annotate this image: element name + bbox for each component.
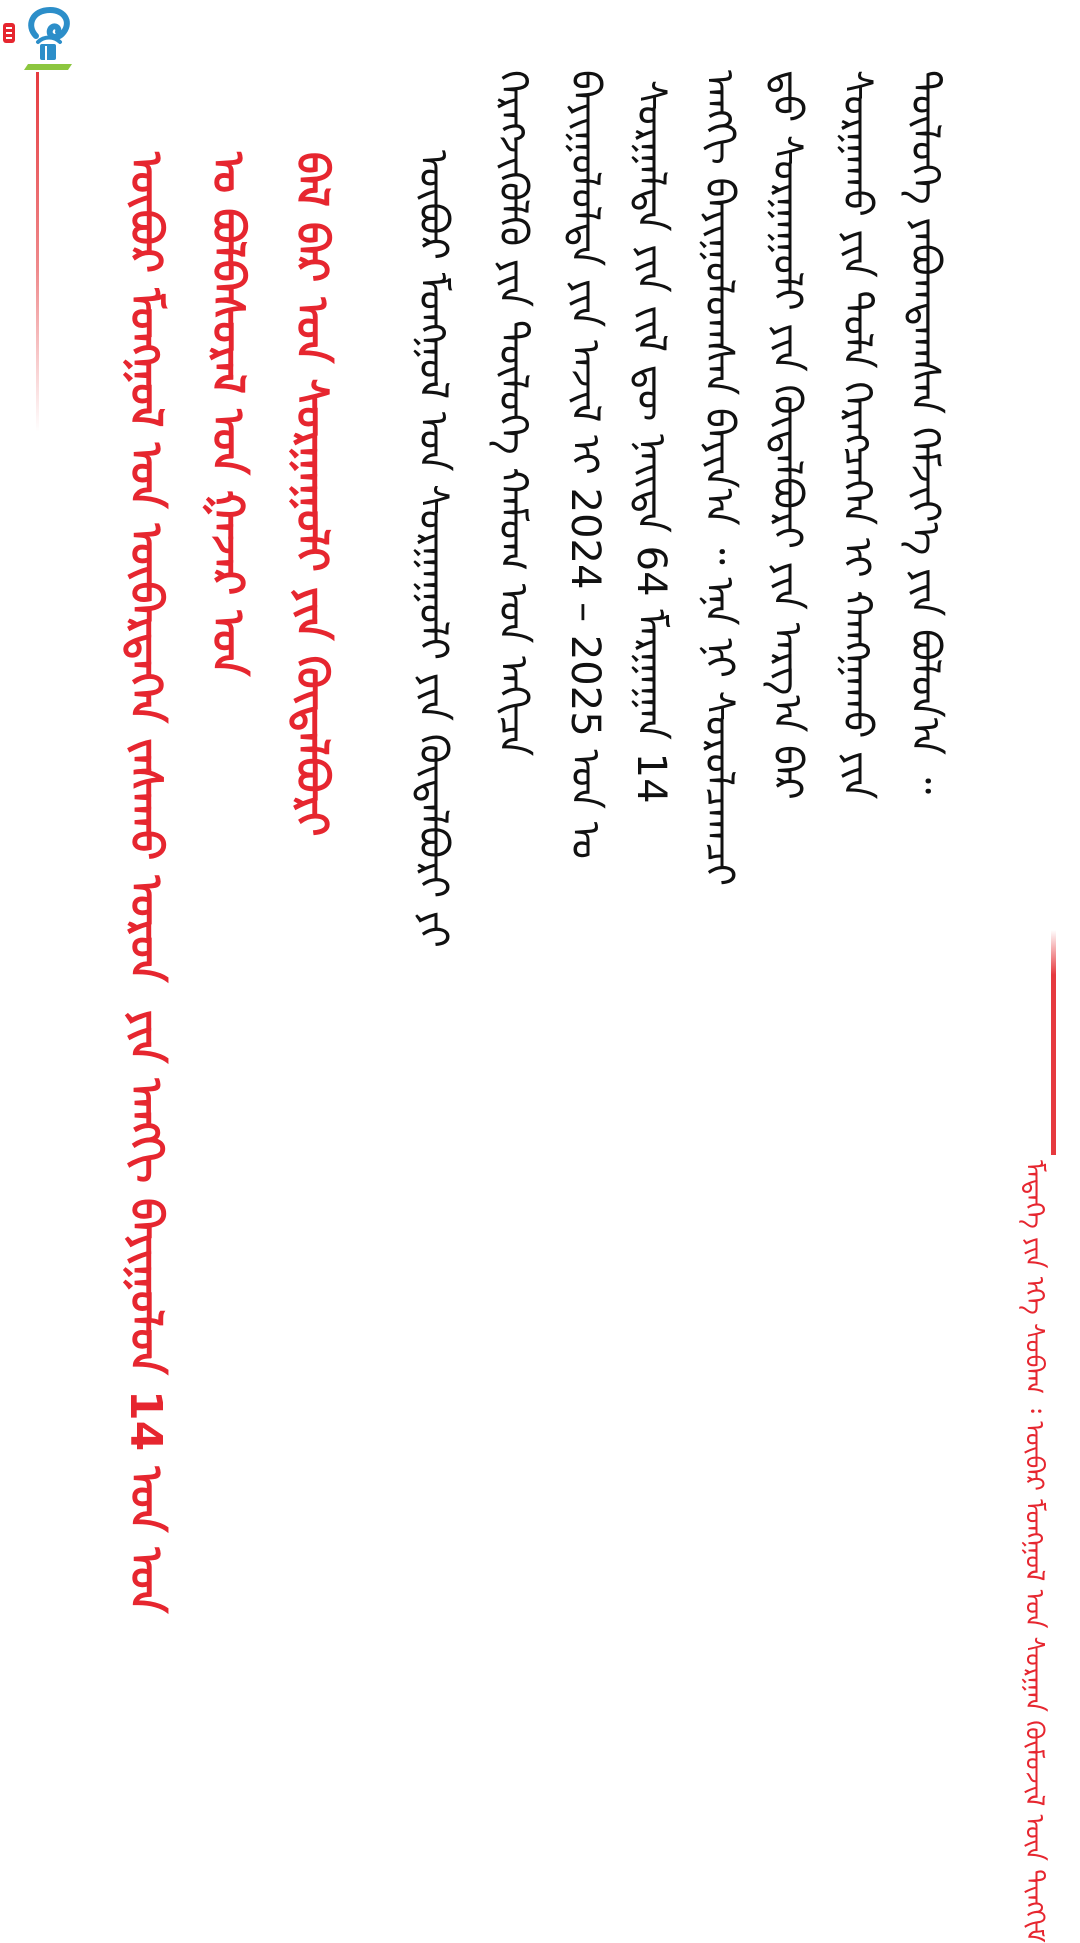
body-column-4: ᠰᠤᠷᠭᠠᠯᠲᠠ ᠶᠢᠨ ᠵᠢᠯ ᠳᠦ ᠨᠡᠢᠲᠡ 64 ᠮᠠᠷᠭᠠᠭᠠᠨ 14 (628, 80, 674, 804)
title-line-3: ᠪᠠᠯ ᠪᠠᠷ ᠤᠨ ᠰᠤᠷᠭᠠᠭᠤᠯᠢ ᠶᠢᠨ ᠬᠥᠲᠡᠯᠪᠦᠷᠢ (286, 152, 337, 837)
right-accent-rule (1051, 930, 1056, 1155)
body-column-3: ᠪᠠᠶᠢᠭᠤᠯᠤᠯᠲᠠ ᠶᠢᠨ ᠠᠵᠢᠯ ᠢ 2024 – 2025 ᠣᠨ ᠤ (562, 70, 608, 860)
body-column-8: ᠲᠥᠯᠥᠭᠡ ᠶᠠᠪᠤᠭᠳᠠᠭᠰᠠᠨ ᠬᠡᠮᠵᠢᠶ᠎ᠡ ᠶᠢᠨ ᠪᠣᠯᠤᠨ᠎ᠠ ᠃ (902, 70, 948, 795)
body-column-6: ᠳ᠋ᠤ ᠰᠤᠷᠭᠠᠭᠤᠯᠢ ᠶᠢᠨ ᠬᠥᠲᠡᠯᠪᠦᠷᠢ ᠶᠢᠨ ᠠᠷᠭ᠎ᠠ ᠪᠠᠷ (764, 70, 810, 800)
title-line-4: ᠶᠢᠨ ᠠᠩᠭᠢ ᠪᠠᠶᠢᠭᠤᠯᠤᠨ 14 ᠤᠨ ᠣᠨ (120, 1010, 171, 1614)
body-column-1: ᠦᠪᠦᠷ ᠮᠣᠩᠭᠣᠯ ᠤᠨ ᠰᠤᠷᠭᠠᠭᠤᠯᠢ ᠶᠢᠨ ᠬᠥᠲᠡᠯᠪᠦᠷᠢ ᠶᠢ (410, 150, 456, 948)
body-column-5: ᠠᠩᠭᠢ ᠪᠠᠶᠢᠭᠤᠯᠤᠭᠰᠠᠨ ᠪᠠᠶᠢᠨ᠎ᠠ ᠃ ᠡᠨᠡ ᠨᠢ ᠰᠤᠷᠤᠯᠴᠠᠭᠴᠢ (696, 70, 742, 887)
seal-icon (2, 22, 16, 44)
title-line-2: ᠤ ᠪᠣᠯᠪᠠᠰᠤᠷᠠᠯ ᠤᠨ ᠭᠠᠵᠠᠷ ᠤᠨ (202, 152, 253, 677)
body-column-7: ᠰᠤᠷᠭᠠᠬᠤ ᠶᠢᠨ ᠲᠤᠯᠠ ᠬᠡᠷᠡᠭᠴᠡᠭᠡᠨ ᠢ ᠬᠠᠩᠭᠠᠬᠤ ᠶᠢᠨ (834, 70, 880, 800)
brand-logo-icon (14, 6, 84, 74)
title-line-1: ᠦᠪᠦᠷ ᠮᠣᠩᠭᠣᠯ ᠤᠨ ᠥᠪᠡᠷᠲᠡᠭᠡᠨ ᠵᠠᠰᠠᠬᠤ ᠣᠷᠣᠨ (120, 152, 171, 983)
left-accent-rule (36, 72, 39, 432)
body-column-2: ᠬᠡᠷᠡᠭᠵᠢᠭᠦᠯᠬᠦ ᠶᠢᠨ ᠲᠥᠯᠥᠭᠡ ᠬᠠᠮᠤᠭ ᠤᠨ ᠠᠬᠢᠴᠠ (490, 70, 536, 757)
source-credit: ᠮᠡᠳᠡᠭᠡ ᠶᠢᠨ ᠡᠬᠡ ᠰᠤᠪᠠᠭ ᠄ ᠥᠪᠡᠷ ᠮᠣᠩᠭᠣᠯ ᠤᠨ ᠰᠤᠷᠭᠠᠨ ᠬᠥᠮᠦᠵᠢᠯ ᠦᠨ ᠲᠢᠩᠬᠢᠮ (1019, 1160, 1049, 1943)
